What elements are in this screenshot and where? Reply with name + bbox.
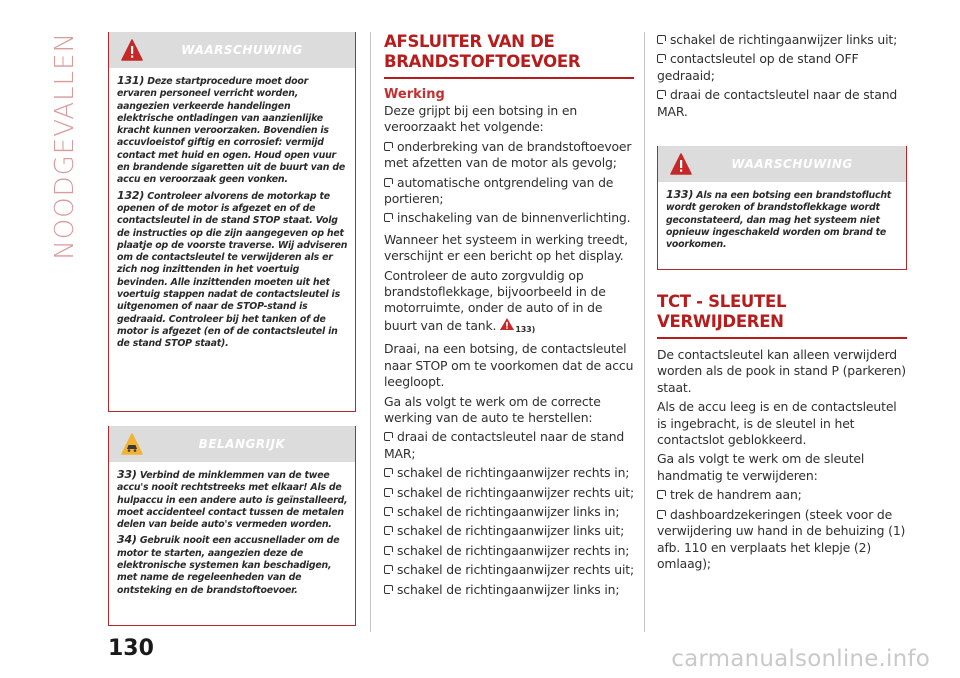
bullet-text: onderbreking van de brandstoftoevoer met afzetten van de motor als gevolg; xyxy=(384,138,632,171)
paragraph: Ga als volgt te werk om de sleutel handmatig te verwijderen: xyxy=(657,451,865,483)
bullet-icon xyxy=(657,490,666,499)
left-column xyxy=(108,32,356,626)
bullet-item xyxy=(657,487,907,503)
important-box-title: BELANGRIJK xyxy=(198,437,286,451)
bullet-item xyxy=(384,465,634,481)
warning-box-body xyxy=(658,182,906,259)
warning-item xyxy=(117,75,348,187)
bullet-text: dashboardzekeringen (steek voor de verwijdering uw hand in de behuizing (1) afb. 110 en verplaats het klepje (2) omlaag); xyxy=(657,506,906,571)
paragraph: Als de accu leeg is en de contactsleutel is ingebracht, is de sleutel in het contactslot geblokkeerd. xyxy=(657,399,897,448)
warning-item xyxy=(666,189,899,251)
page-number: 130 xyxy=(108,636,154,661)
bullet-text: schakel de richtingaanwijzer rechts in; xyxy=(397,465,630,481)
bullet-icon xyxy=(384,526,393,535)
section-heading-fuel-cutoff: AFSLUITER VAN DE BRANDSTOFTOEVOER xyxy=(384,32,634,79)
bullet-item xyxy=(384,429,634,462)
bullet-item xyxy=(657,51,907,84)
subheading-operation: Werking xyxy=(384,87,445,102)
bullet-icon xyxy=(384,565,393,574)
bullet-icon xyxy=(384,546,393,555)
paragraph: Draai, na een botsing, de contactsleutel naar STOP om te voorkomen dat de accu leegloopt. xyxy=(384,341,634,390)
warning-box-1 xyxy=(108,32,356,412)
bullet-text: schakel de richtingaanwijzer links in; xyxy=(397,503,620,519)
paragraph: De contactsleutel kan alleen verwijderd worden als de pook in stand P (parkeren) staat. xyxy=(657,347,906,395)
bullet-icon xyxy=(384,468,393,477)
important-box xyxy=(108,426,356,626)
important-ref: 34) xyxy=(117,533,137,547)
watermark: carmanualsonline.info xyxy=(671,646,930,672)
bullet-item xyxy=(384,562,634,578)
bullet-item xyxy=(384,139,634,172)
bullet-item xyxy=(384,523,634,539)
warning-icon xyxy=(121,38,143,62)
bullet-text: draai de contactsleutel naar de stand MAR; xyxy=(384,429,625,461)
warning-text: Als na een botsing een brandstoflucht wordt geroken of brandstoflekkage wordt geconstateerd, dan mag het systeem niet opnieuw ingeschakeld worden om brand te voorkomen. xyxy=(666,190,892,251)
bullet-text: automatische ontgrendeling van de portieren; xyxy=(384,174,614,207)
important-box-header xyxy=(109,426,355,462)
bullet-icon xyxy=(384,178,393,187)
column-divider xyxy=(370,32,371,632)
warning-box-title: WAARSCHUWING xyxy=(731,157,853,172)
warning-box-2 xyxy=(657,146,907,270)
important-item xyxy=(117,469,348,531)
bullet-text: schakel de richtingaanwijzer rechts uit; xyxy=(397,484,635,500)
warning-icon xyxy=(499,317,515,331)
bullet-icon xyxy=(657,35,666,44)
important-box-body xyxy=(109,462,355,605)
bullet-item xyxy=(657,507,907,573)
warning-text: Controleer alvorens de motorkap te openen of de motor is afgezet en of de contactsleutel in de stand STOP staat. Volg de instructies op die zijn aangegeven op het plaatje op de voorste traverse. Wij adviseren om de contactsleutel te verwijderen als er zich nog inzittenden in het voertuig bevinden. Alle inzittenden moeten uit het voertuig stappen nadat de contactsleutel is uitgenomen of naar de STOP-stand is gedraaid. Controleer bij het tanken of de motor is afgezet (en of de contactsleutel in de stand STOP staat). xyxy=(117,190,348,350)
important-item xyxy=(117,534,348,596)
warning-ref: 131) xyxy=(117,74,145,87)
warning-box-body xyxy=(109,68,355,359)
bullet-item xyxy=(657,32,907,48)
bullet-icon xyxy=(384,585,393,594)
warning-ref: 133) xyxy=(515,324,536,334)
bullet-item xyxy=(384,485,634,501)
important-text: Verbind de minklemmen van de twee accu's nooit rechtstreeks met elkaar! Als de hulpaccu in een andere auto is geïnstalleerd, moet accidenteel contact tussen de metalen delen van beide auto's vermeden worden. xyxy=(117,470,348,531)
car-caution-icon xyxy=(121,432,143,456)
chapter-title: NOODGEVALLEN xyxy=(50,32,80,260)
warning-box-title: WAARSCHUWING xyxy=(181,43,303,57)
bullet-text: schakel de richtingaanwijzer links uit; xyxy=(397,523,625,539)
paragraph: Deze grijpt bij een botsing in en veroorzaakt het volgende: xyxy=(384,103,578,135)
bullet-icon xyxy=(384,432,393,441)
column-divider xyxy=(644,32,645,632)
bullet-icon xyxy=(384,213,393,222)
warning-icon xyxy=(670,152,692,176)
paragraph-with-ref xyxy=(384,268,634,339)
important-ref: 33) xyxy=(117,468,137,481)
bullet-item xyxy=(384,582,634,598)
bullet-icon xyxy=(384,488,393,497)
right-column xyxy=(657,32,907,572)
bullet-item xyxy=(657,87,907,120)
paragraph-text: Controleer de auto zorgvuldig op brandstoflekkage, bijvoorbeeld in de motorruimte, onder de auto of in de buurt van de tank. xyxy=(384,267,606,333)
paragraph: Ga als volgt te werk om de correcte werking van de auto te herstellen: xyxy=(384,393,601,425)
bullet-icon xyxy=(384,507,393,516)
warning-ref: 133) xyxy=(666,188,694,202)
bullet-text: schakel de richtingaanwijzer links uit; xyxy=(670,32,898,47)
middle-column xyxy=(384,32,634,598)
bullet-item xyxy=(384,175,634,208)
bullet-text: draai de contactsleutel naar de stand MAR. xyxy=(657,87,898,119)
warning-box-header xyxy=(658,146,906,182)
bullet-icon xyxy=(384,142,393,151)
bullet-item xyxy=(384,504,634,520)
bullet-text: contactsleutel op de stand OFF gedraaid; xyxy=(657,51,859,83)
bullet-icon xyxy=(657,510,666,519)
bullet-item xyxy=(384,210,634,226)
section-heading-key-removal: TCT - SLEUTEL VERWIJDEREN xyxy=(657,292,907,339)
warning-box-header xyxy=(109,32,355,68)
bullet-icon xyxy=(657,90,666,99)
important-text: Gebruik nooit een accusnellader om de motor te starten, aangezien deze de elektronische systemen kan beschadigen, met name de regeleenheden van de ontsteking en de brandstoftoevoer. xyxy=(117,535,340,596)
warning-text: Deze startprocedure moet door ervaren personeel verricht worden, aangezien verkeerde handelingen elektrische ontladingen van aanzienlijke kracht kunnen veroorzaken. Bovendien is accuvloeistof giftig en corrosief: vermijd contact met huid en ogen. Houd open vuur en brandende sigaretten uit de buurt van de accu en veroorzaak geen vonken. xyxy=(117,76,346,186)
paragraph: Wanneer het systeem in werking treedt, verschijnt er een bericht op het display. xyxy=(384,231,628,264)
warning-ref: 132) xyxy=(117,188,145,202)
bullet-item xyxy=(384,543,634,559)
bullet-text: schakel de richtingaanwijzer links in; xyxy=(397,581,620,597)
bullet-text: trek de handrem aan; xyxy=(670,487,802,503)
bullet-text: schakel de richtingaanwijzer rechts in; xyxy=(397,542,630,558)
bullet-text: inschakeling van de binnenverlichting. xyxy=(397,210,631,226)
bullet-icon xyxy=(657,54,666,63)
warning-item xyxy=(117,190,348,351)
bullet-text: schakel de richtingaanwijzer rechts uit; xyxy=(397,562,635,578)
chapter-side-tab xyxy=(50,32,80,260)
